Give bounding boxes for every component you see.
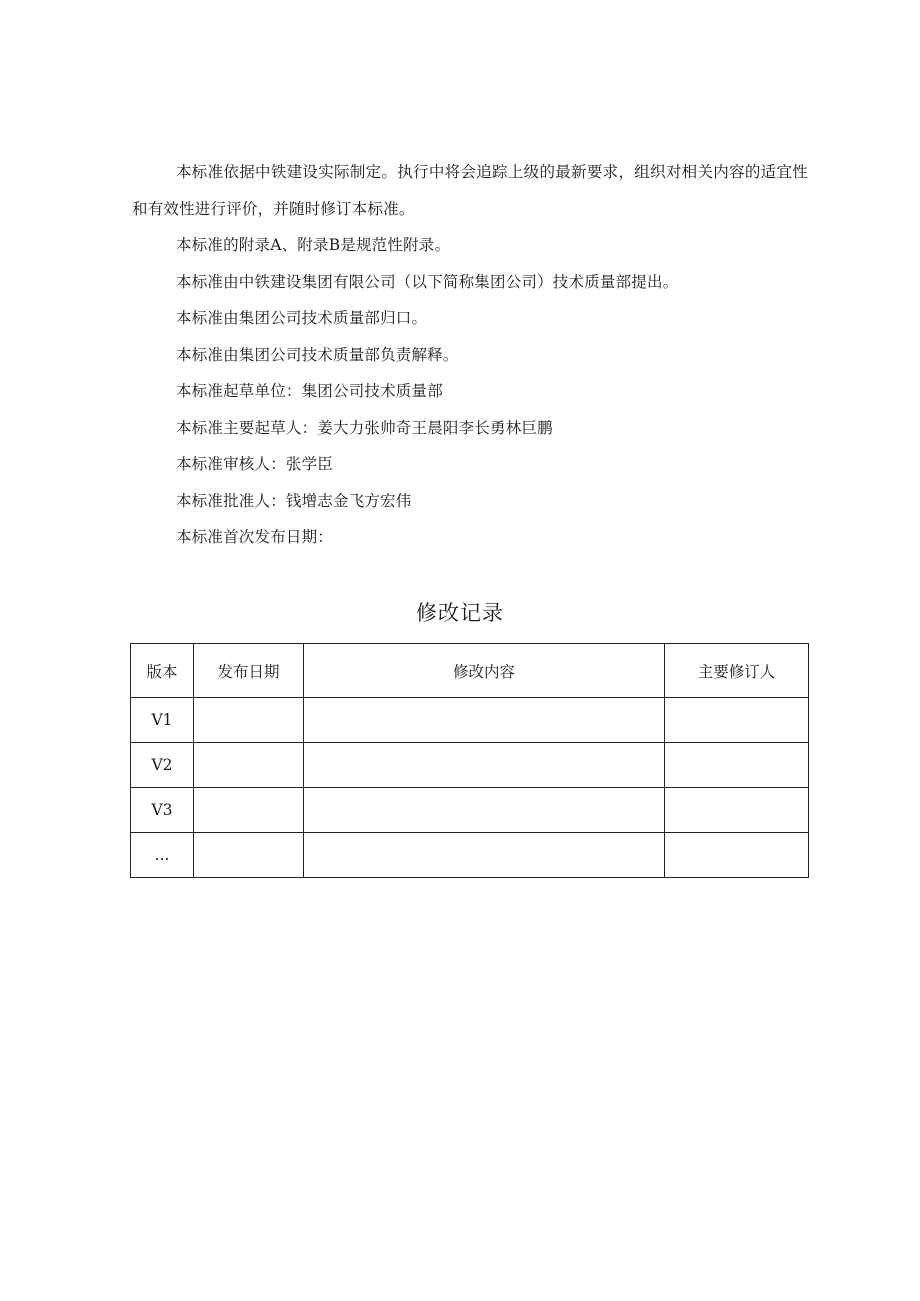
revision-table <box>130 643 809 878</box>
table-row <box>131 743 809 788</box>
cell-version: ... <box>131 833 194 878</box>
header-release-date: 发布日期 <box>194 644 304 698</box>
preface-paragraph-reviewer: 本标准审核人：张学臣 <box>176 455 334 473</box>
header-main-reviser: 主要修订人 <box>665 644 809 698</box>
cell-main-reviser <box>665 788 809 833</box>
table-row <box>131 833 809 878</box>
revision-table-header-row <box>131 644 809 698</box>
preface-paragraph-approvers: 本标准批准人：钱增志金飞方宏伟 <box>176 491 412 510</box>
preface-section <box>132 154 808 556</box>
cell-main-reviser <box>665 698 809 743</box>
cell-revision-content <box>304 833 665 878</box>
preface-paragraph-appendix: 本标准的附录A、附录B是规范性附录。 <box>176 236 451 254</box>
cell-release-date <box>194 833 304 878</box>
cell-revision-content <box>304 788 665 833</box>
preface-paragraph-release-date: 本标准首次发布日期： <box>176 528 334 546</box>
cell-version: V1 <box>131 698 194 743</box>
preface-paragraph-owner: 本标准由集团公司技术质量部归口。 <box>176 309 428 327</box>
table-row <box>131 698 809 743</box>
preface-paragraph-drafting-unit: 本标准起草单位：集团公司技术质量部 <box>176 382 443 400</box>
preface-paragraph-proposer: 本标准由中铁建设集团有限公司（以下简称集团公司）技术质量部提出。 <box>176 272 679 291</box>
cell-release-date <box>194 788 304 833</box>
revision-table-title: 修改记录 <box>416 601 504 625</box>
cell-release-date <box>194 698 304 743</box>
header-version: 版本 <box>131 644 194 698</box>
cell-version: V2 <box>131 743 194 788</box>
cell-revision-content <box>304 743 665 788</box>
header-revision-content: 修改内容 <box>304 644 665 698</box>
cell-version: V3 <box>131 788 194 833</box>
cell-release-date <box>194 743 304 788</box>
table-row <box>131 788 809 833</box>
preface-paragraph-drafters: 本标准主要起草人：姜大力张帅奇王晨阳李长勇林巨鹏 <box>176 418 553 437</box>
preface-paragraph-interpreter: 本标准由集团公司技术质量部负责解释。 <box>176 345 459 364</box>
cell-revision-content <box>304 698 665 743</box>
cell-main-reviser <box>665 743 809 788</box>
preface-paragraph-basis: 本标准依据中铁建设实际制定。执行中将会追踪上级的最新要求，组织对相关内容的适宜性和有效性进行评价，并随时修订本标准。 <box>132 163 808 218</box>
cell-main-reviser <box>665 833 809 878</box>
